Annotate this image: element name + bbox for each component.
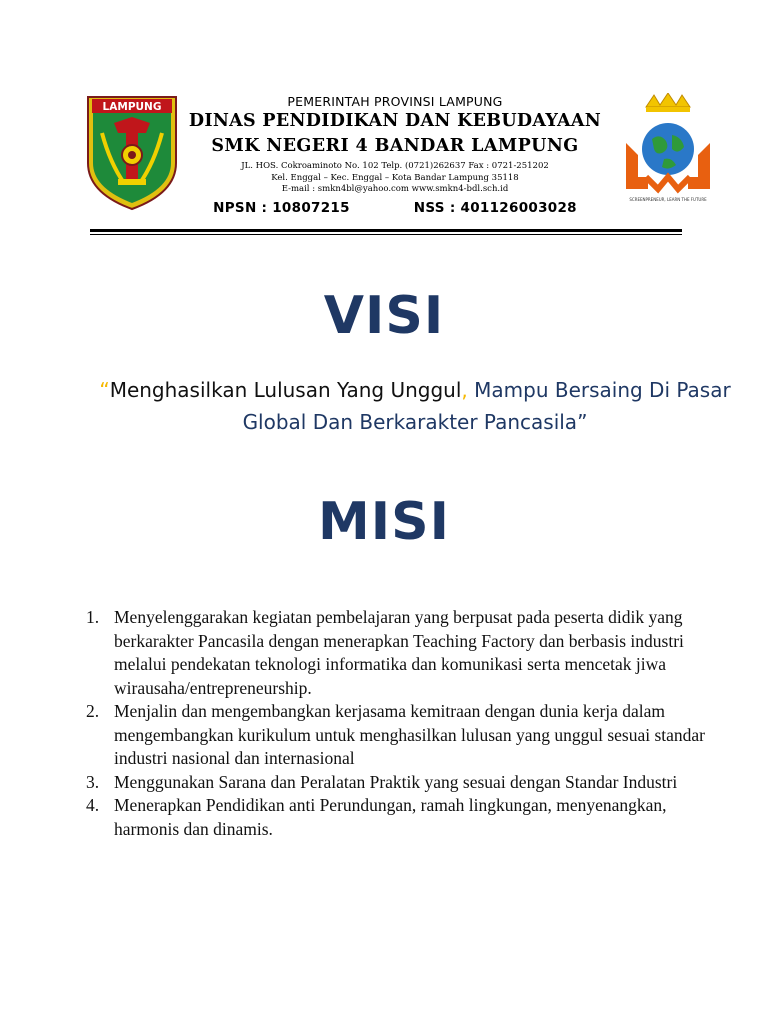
lampung-emblem-icon bbox=[84, 93, 180, 211]
misi-item bbox=[86, 700, 736, 771]
misi-item-text: Menjalin dan mengembangkan kerjasama kemitraan dengan dunia kerja dalam mengembangkan kurikulum untuk menghasilkan lulusan yang unggul sesuai standar industri nasional dan internasional bbox=[114, 701, 706, 768]
visi-title: VISI bbox=[323, 286, 445, 346]
misi-item bbox=[86, 771, 736, 795]
misi-item bbox=[86, 606, 736, 700]
misi-item-number: 2. bbox=[86, 701, 100, 721]
misi-item-text: Menerapkan Pendidikan anti Perundungan, ramah lingkungan, menyenangkan, harmonis dan dinamis. bbox=[114, 795, 667, 839]
misi-list bbox=[86, 606, 736, 841]
misi-title: MISI bbox=[318, 492, 450, 552]
government-name: PEMERINTAH PROVINSI LAMPUNG bbox=[287, 94, 503, 109]
misi-item-number: 3. bbox=[86, 771, 100, 792]
nss-number: NSS : 401126003028 bbox=[413, 199, 577, 216]
misi-item bbox=[86, 794, 736, 841]
address-line-2: Kel. Enggal – Kec. Enggal – Kota Bandar Lampung 35118 bbox=[271, 172, 519, 183]
misi-item-number: 1. bbox=[86, 607, 100, 627]
misi-item-number: 4. bbox=[86, 795, 100, 815]
left-logo-label: LAMPUNG bbox=[102, 101, 162, 113]
visi-comma: , bbox=[461, 378, 468, 402]
visi-part-1: Menghasilkan Lulusan Yang Unggul bbox=[109, 378, 462, 402]
visi-part-2: Mampu Bersaing Di Pasar Global Dan Berkarakter Pancasila” bbox=[242, 378, 731, 434]
letterhead bbox=[182, 94, 608, 217]
agency-name: DINAS PENDIDIKAN DAN KEBUDAYAAN bbox=[188, 111, 602, 131]
right-logo-motto: SCREENPRENEUR, LEARN THE FUTURE bbox=[629, 197, 707, 202]
misi-item-text: Menggunakan Sarana dan Peralatan Praktik yang sesuai dengan Standar Industri bbox=[114, 771, 678, 792]
address-line-3: E-mail : smkn4bl@yahoo.com www.smkn4-bdl.sch.id bbox=[281, 184, 509, 194]
address-line-1: JL. HOS. Cokroaminoto No. 102 Telp. (0721)262637 Fax : 0721-251202 bbox=[241, 161, 549, 171]
visi-statement bbox=[90, 374, 740, 438]
misi-item-text: Menyelenggarakan kegiatan pembelajaran yang berpusat pada peserta didik yang berkarakter Pancasila dengan menerapkan Teaching Factory dan berbasis industri melalui pendekatan teknologi informatika dan komunikasi serta mencetak jiwa wirausaha/entrepreneurship. bbox=[114, 607, 684, 698]
school-emblem-icon bbox=[608, 93, 728, 211]
school-name: SMK NEGERI 4 BANDAR LAMPUNG bbox=[211, 136, 579, 156]
school-ids bbox=[182, 199, 608, 217]
npsn-number: NPSN : 10807215 bbox=[213, 199, 350, 216]
header-divider-thin bbox=[90, 234, 682, 235]
visi-open-quote: “ bbox=[99, 378, 110, 402]
header-divider-thick bbox=[90, 229, 682, 232]
